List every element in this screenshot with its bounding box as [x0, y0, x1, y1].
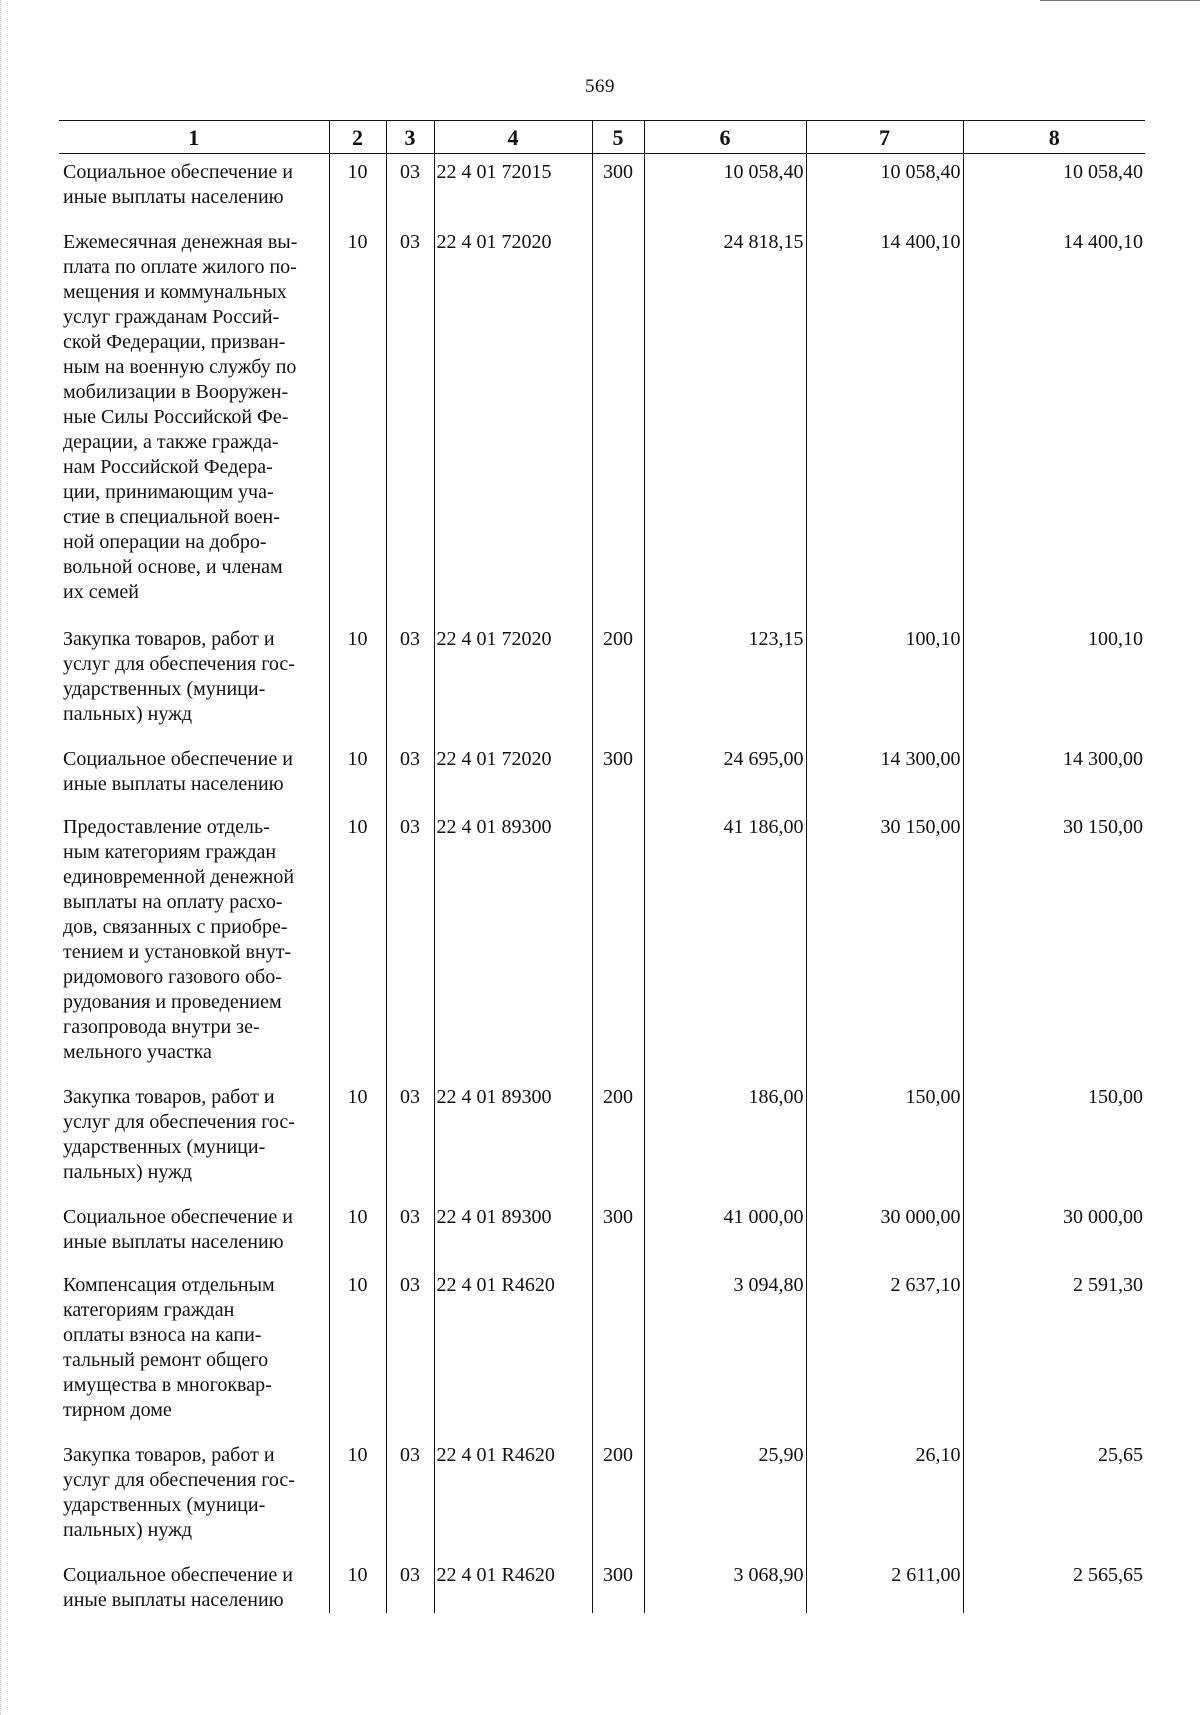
table-row [59, 1267, 1145, 1437]
description-line: выплаты на оплату расхо- [63, 891, 283, 913]
scan-artifact-line [1040, 0, 1200, 1]
amount-col-7: 30 150,00 [806, 809, 963, 1079]
subsection-code: 03 [386, 1557, 434, 1613]
description-line: ударственных (муници- [63, 678, 266, 700]
description-line: ридомового газового обо- [63, 966, 282, 988]
target-article-code: 22 4 01 89300 [434, 809, 592, 1079]
description-line: иные выплаты населению [63, 1231, 284, 1253]
description-line: Социальное обеспечение и [63, 748, 293, 770]
amount-col-6: 41 000,00 [644, 1199, 806, 1267]
expense-type-code: 300 [592, 154, 644, 225]
expense-type-code: 200 [592, 1079, 644, 1199]
budget-table [59, 120, 1145, 1613]
description-line: пальных) нужд [63, 1519, 193, 1541]
amount-col-6: 10 058,40 [644, 154, 806, 225]
expense-type-code: 300 [592, 1557, 644, 1613]
amount-col-8: 2 565,65 [963, 1557, 1145, 1613]
description-line: мещения и коммунальных [63, 281, 287, 303]
row-description [59, 741, 329, 809]
subsection-code: 03 [386, 621, 434, 741]
expense-type-code [592, 809, 644, 1079]
table-row [59, 224, 1145, 621]
table-row [59, 1557, 1145, 1613]
description-line: мельного участка [63, 1041, 212, 1063]
description-line: Ежемесячная денежная вы- [63, 231, 298, 253]
description-line: услуг для обеспечения гос- [63, 1469, 295, 1491]
row-description [59, 154, 329, 225]
amount-col-6: 41 186,00 [644, 809, 806, 1079]
description-line: рудования и проведением [63, 991, 282, 1013]
description-line: мобилизации в Вооружен- [63, 381, 289, 403]
description-line: Социальное обеспечение и [63, 1206, 293, 1228]
table-row [59, 1079, 1145, 1199]
description-line: Предоставление отдель- [63, 816, 270, 838]
description-line: услуг для обеспечения гос- [63, 1111, 295, 1133]
amount-col-8: 14 400,10 [963, 224, 1145, 621]
subsection-code: 03 [386, 1199, 434, 1267]
description-line: Компенсация отдельным [63, 1274, 275, 1296]
description-line: ной операции на добро- [63, 531, 267, 553]
subsection-code: 03 [386, 1079, 434, 1199]
table-row [59, 741, 1145, 809]
expense-type-code: 300 [592, 741, 644, 809]
description-line: ные Силы Российской Фе- [63, 406, 289, 428]
description-line: тирном доме [63, 1399, 172, 1421]
section-code: 10 [329, 1199, 386, 1267]
description-line: пальных) нужд [63, 703, 193, 725]
description-line: вольной основе, и членам [63, 556, 283, 578]
amount-col-8: 100,10 [963, 621, 1145, 741]
description-line: имущества в многоквар- [63, 1374, 272, 1396]
amount-col-8: 2 591,30 [963, 1267, 1145, 1437]
column-header-7: 7 [806, 121, 963, 154]
expense-type-code: 200 [592, 1437, 644, 1557]
subsection-code: 03 [386, 224, 434, 621]
amount-col-6: 3 068,90 [644, 1557, 806, 1613]
row-description [59, 809, 329, 1079]
amount-col-6: 3 094,80 [644, 1267, 806, 1437]
description-line: ударственных (муници- [63, 1494, 266, 1516]
row-description [59, 621, 329, 741]
subsection-code: 03 [386, 1267, 434, 1437]
amount-col-6: 24 818,15 [644, 224, 806, 621]
description-line: дов, связанных с приобре- [63, 916, 288, 938]
row-description [59, 1079, 329, 1199]
amount-col-7: 30 000,00 [806, 1199, 963, 1267]
table-row [59, 154, 1145, 225]
row-description [59, 1557, 329, 1613]
target-article-code: 22 4 01 R4620 [434, 1437, 592, 1557]
target-article-code: 22 4 01 R4620 [434, 1267, 592, 1437]
column-header-3: 3 [386, 121, 434, 154]
row-description [59, 1199, 329, 1267]
amount-col-7: 2 637,10 [806, 1267, 963, 1437]
description-line: категориям граждан [63, 1299, 235, 1321]
amount-col-6: 24 695,00 [644, 741, 806, 809]
amount-col-7: 2 611,00 [806, 1557, 963, 1613]
amount-col-7: 14 300,00 [806, 741, 963, 809]
description-line: дерации, а также гражда- [63, 431, 279, 453]
amount-col-8: 25,65 [963, 1437, 1145, 1557]
description-line: тальный ремонт общего [63, 1349, 269, 1371]
description-line: иные выплаты населению [63, 186, 284, 208]
section-code: 10 [329, 1557, 386, 1613]
table-header-row [59, 121, 1145, 154]
description-line: ным на военную службу по [63, 356, 297, 378]
section-code: 10 [329, 154, 386, 225]
description-line: ударственных (муници- [63, 1136, 266, 1158]
description-line: услуг гражданам Россий- [63, 306, 280, 328]
section-code: 10 [329, 1079, 386, 1199]
section-code: 10 [329, 741, 386, 809]
expense-type-code: 200 [592, 621, 644, 741]
expense-type-code [592, 224, 644, 621]
description-line: ции, принимающим уча- [63, 481, 274, 503]
target-article-code: 22 4 01 72020 [434, 224, 592, 621]
target-article-code: 22 4 01 72020 [434, 621, 592, 741]
amount-col-8: 14 300,00 [963, 741, 1145, 809]
description-line: услуг для обеспечения гос- [63, 653, 295, 675]
table-row [59, 621, 1145, 741]
page-number: 569 [585, 76, 615, 97]
description-line: ным категориям граждан [63, 841, 277, 863]
table-body [59, 154, 1145, 1614]
amount-col-7: 26,10 [806, 1437, 963, 1557]
amount-col-8: 30 150,00 [963, 809, 1145, 1079]
target-article-code: 22 4 01 89300 [434, 1079, 592, 1199]
description-line: пальных) нужд [63, 1161, 193, 1183]
subsection-code: 03 [386, 154, 434, 225]
target-article-code: 22 4 01 72020 [434, 741, 592, 809]
table-row [59, 1199, 1145, 1267]
description-line: иные выплаты населению [63, 773, 284, 795]
description-line: Закупка товаров, работ и [63, 628, 275, 650]
section-code: 10 [329, 224, 386, 621]
row-description [59, 224, 329, 621]
row-description [59, 1267, 329, 1437]
description-line: нам Российской Федера- [63, 456, 273, 478]
target-article-code: 22 4 01 89300 [434, 1199, 592, 1267]
amount-col-8: 10 058,40 [963, 154, 1145, 225]
table-row [59, 809, 1145, 1079]
section-code: 10 [329, 1267, 386, 1437]
subsection-code: 03 [386, 809, 434, 1079]
column-header-2: 2 [329, 121, 386, 154]
amount-col-6: 186,00 [644, 1079, 806, 1199]
description-line: ской Федерации, призван- [63, 331, 286, 353]
description-line: Закупка товаров, работ и [63, 1086, 275, 1108]
amount-col-7: 10 058,40 [806, 154, 963, 225]
expense-type-code: 300 [592, 1199, 644, 1267]
expense-type-code [592, 1267, 644, 1437]
table-row [59, 1437, 1145, 1557]
description-line: плата по оплате жилого по- [63, 256, 297, 278]
description-line: Закупка товаров, работ и [63, 1444, 275, 1466]
section-code: 10 [329, 1437, 386, 1557]
column-header-8: 8 [963, 121, 1145, 154]
section-code: 10 [329, 621, 386, 741]
description-line: их семей [63, 581, 139, 603]
column-header-6: 6 [644, 121, 806, 154]
description-line: стие в специальной воен- [63, 506, 280, 528]
subsection-code: 03 [386, 1437, 434, 1557]
description-line: газопровода внутри зе- [63, 1016, 260, 1038]
description-line: тением и установкой внут- [63, 941, 292, 963]
description-line: Социальное обеспечение и [63, 161, 293, 183]
description-line: Социальное обеспечение и [63, 1564, 293, 1586]
column-header-5: 5 [592, 121, 644, 154]
subsection-code: 03 [386, 741, 434, 809]
row-description [59, 1437, 329, 1557]
amount-col-6: 25,90 [644, 1437, 806, 1557]
column-header-1: 1 [59, 121, 329, 154]
amount-col-8: 150,00 [963, 1079, 1145, 1199]
section-code: 10 [329, 809, 386, 1079]
description-line: оплаты взноса на капи- [63, 1324, 262, 1346]
column-header-4: 4 [434, 121, 592, 154]
description-line: иные выплаты населению [63, 1589, 284, 1611]
target-article-code: 22 4 01 R4620 [434, 1557, 592, 1613]
description-line: единовременной денежной [63, 866, 295, 888]
amount-col-8: 30 000,00 [963, 1199, 1145, 1267]
amount-col-7: 150,00 [806, 1079, 963, 1199]
amount-col-7: 14 400,10 [806, 224, 963, 621]
target-article-code: 22 4 01 72015 [434, 154, 592, 225]
scan-edge [0, 0, 1, 1715]
amount-col-7: 100,10 [806, 621, 963, 741]
amount-col-6: 123,15 [644, 621, 806, 741]
